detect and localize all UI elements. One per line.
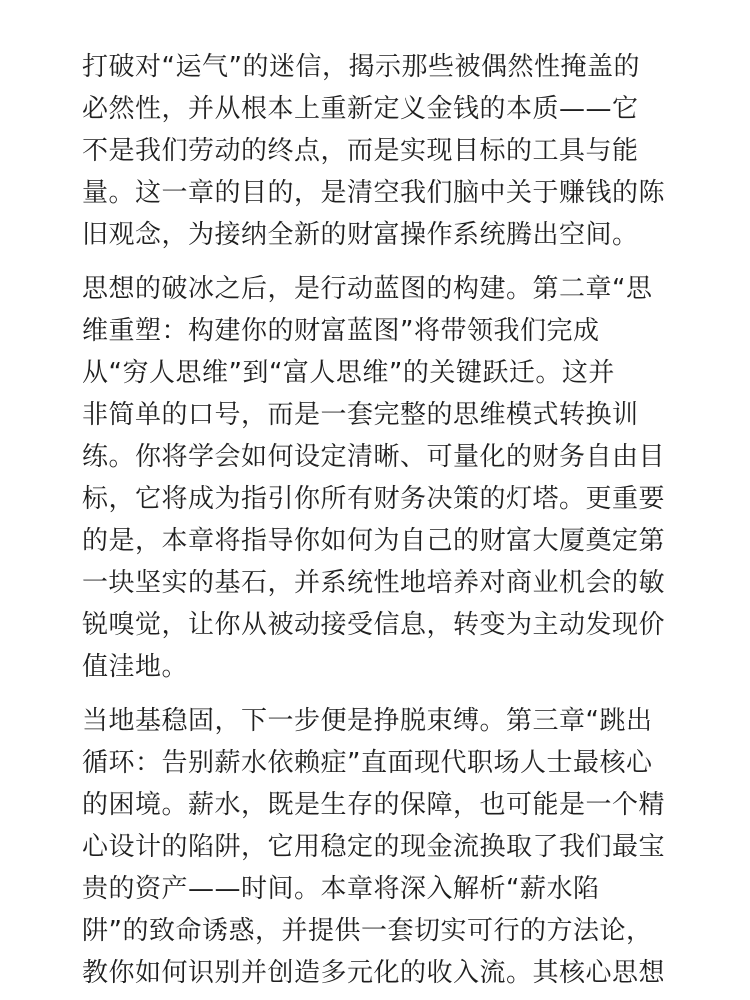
text-line: 不是我们劳动的终点，而是实现目标的工具与能	[82, 136, 639, 166]
paragraph-chapter-three	[82, 700, 668, 994]
text-line: 一块坚实的基石，并系统性地培养对商业机会的敏	[82, 568, 666, 598]
text-line: 贵的资产——时间。本章将深入解析“薪水陷	[82, 874, 600, 904]
text-line: 教你如何识别并创造多元化的收入流。其核心思想	[82, 958, 666, 988]
text-line: 的困境。薪水，既是生存的保障，也可能是一个精	[82, 790, 666, 820]
paragraph-chapter-two	[82, 268, 668, 688]
text-line: 必然性，并从根本上重新定义金钱的本质——它	[82, 94, 639, 124]
text-line: 练。你将学会如何设定清晰、可量化的财务自由目	[82, 442, 666, 472]
text-line: 量。这一章的目的，是清空我们脑中关于赚钱的陈	[82, 178, 666, 208]
text-line: 打破对“运气”的迷信，揭示那些被偶然性掩盖的	[82, 52, 640, 82]
text-line: 锐嗅觉，让你从被动接受信息，转变为主动发现价	[82, 610, 666, 640]
text-line: 旧观念，为接纳全新的财富操作系统腾出空间。	[82, 220, 639, 250]
text-line: 阱”的致命诱惑，并提供一套切实可行的方法论，	[82, 916, 653, 946]
text-line: 当地基稳固，下一步便是挣脱束缚。第三章“跳出	[82, 706, 653, 736]
text-line: 心设计的陷阱，它用稳定的现金流换取了我们最宝	[82, 832, 666, 862]
paragraph-chapter-one	[82, 46, 668, 256]
text-line: 思想的破冰之后，是行动蓝图的构建。第二章“思	[82, 274, 653, 304]
text-line: 维重塑：构建你的财富蓝图”将带领我们完成	[82, 316, 600, 346]
text-line: 循环：告别薪水依赖症”直面现代职场人士最核心	[82, 748, 653, 778]
text-line: 值洼地。	[82, 652, 189, 682]
text-line: 的是，本章将指导你如何为自己的财富大厦奠定第	[82, 526, 666, 556]
text-line: 标，它将成为指引你所有财务决策的灯塔。更重要	[82, 484, 666, 514]
text-line: 非简单的口号，而是一套完整的思维模式转换训	[82, 400, 639, 430]
text-line: 从“穷人思维”到“富人思维”的关键跃迁。这并	[82, 358, 615, 388]
